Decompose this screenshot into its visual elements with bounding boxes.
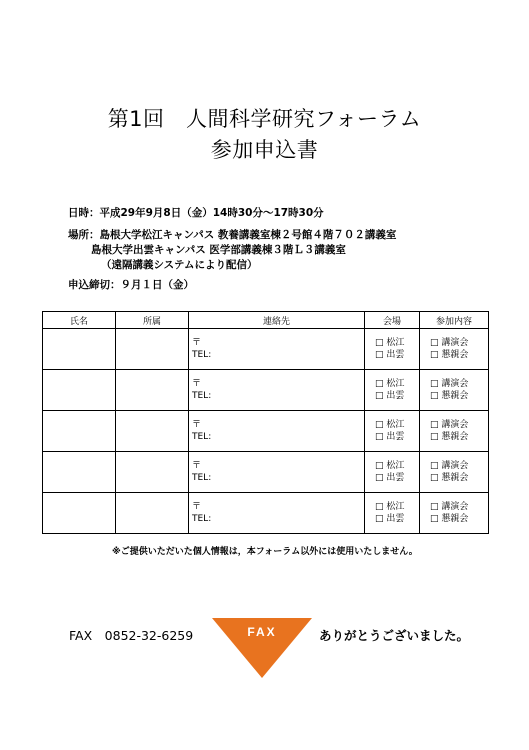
social-checkbox[interactable]: □ 懇親会 [430, 350, 469, 360]
lecture-checkbox[interactable]: □ 講演会 [430, 461, 469, 471]
form-title: 第1回 人間科学研究フォーラム [107, 107, 422, 131]
postal-label: 〒 [192, 461, 202, 471]
header-participation: 参加内容 [420, 312, 489, 329]
table-row [43, 452, 489, 493]
privacy-note: ※ご提供いただいた個人情報は，本フォーラム以外には使用いたしません。 [112, 547, 418, 557]
header-name: 氏名 [43, 312, 116, 329]
postal-label: 〒 [192, 420, 202, 430]
table-row [43, 411, 489, 452]
venue-matsue-checkbox[interactable]: □ 松江 [375, 379, 405, 389]
venue-izumo-checkbox[interactable]: □ 出雲 [375, 391, 405, 401]
fax-badge-label: FAX [247, 625, 277, 639]
name-cell[interactable] [43, 493, 116, 534]
venue-cell [365, 370, 420, 411]
table-row [43, 329, 489, 370]
affiliation-cell[interactable] [116, 493, 189, 534]
event-place-izumo: 島根大学出雲キャンパス 医学部講義棟３階Ｌ３講義室 [91, 244, 346, 256]
venue-matsue-checkbox[interactable]: □ 松江 [375, 338, 405, 348]
venue-izumo-checkbox[interactable]: □ 出雲 [375, 473, 405, 483]
venue-cell [365, 329, 420, 370]
affiliation-cell[interactable] [116, 452, 189, 493]
header-contact: 連絡先 [189, 312, 365, 329]
contact-cell[interactable] [189, 329, 365, 370]
venue-cell [365, 411, 420, 452]
lecture-checkbox[interactable]: □ 講演会 [430, 338, 469, 348]
form-subtitle: 参加申込書 [210, 138, 319, 162]
social-checkbox[interactable]: □ 懇親会 [430, 391, 469, 401]
name-cell[interactable] [43, 452, 116, 493]
venue-matsue-checkbox[interactable]: □ 松江 [375, 461, 405, 471]
venue-cell [365, 493, 420, 534]
contact-cell[interactable] [189, 411, 365, 452]
contact-cell[interactable] [189, 493, 365, 534]
fax-badge [212, 618, 312, 678]
application-deadline: 申込締切：９月１日（金） [68, 279, 194, 291]
name-cell[interactable] [43, 370, 116, 411]
participation-cell [420, 493, 489, 534]
affiliation-cell[interactable] [116, 329, 189, 370]
tel-label: TEL: [192, 514, 212, 524]
affiliation-cell[interactable] [116, 411, 189, 452]
social-checkbox[interactable]: □ 懇親会 [430, 432, 469, 442]
fax-number: FAX 0852-32-6259 [69, 628, 194, 643]
participation-cell [420, 411, 489, 452]
lecture-checkbox[interactable]: □ 講演会 [430, 502, 469, 512]
contact-cell[interactable] [189, 452, 365, 493]
tel-label: TEL: [192, 432, 212, 442]
header-venue: 会場 [365, 312, 420, 329]
event-date: 日時：平成29年9月8日（金）14時30分～17時30分 [68, 207, 324, 219]
participation-cell [420, 329, 489, 370]
tel-label: TEL: [192, 350, 212, 360]
postal-label: 〒 [192, 379, 202, 389]
venue-cell [365, 452, 420, 493]
participation-cell [420, 452, 489, 493]
application-table [42, 311, 489, 534]
venue-matsue-checkbox[interactable]: □ 松江 [375, 420, 405, 430]
name-cell[interactable] [43, 329, 116, 370]
thanks-message: ありがとうございました。 [319, 628, 470, 643]
postal-label: 〒 [192, 502, 202, 512]
venue-izumo-checkbox[interactable]: □ 出雲 [375, 432, 405, 442]
table-row [43, 493, 489, 534]
affiliation-cell[interactable] [116, 370, 189, 411]
table-row [43, 370, 489, 411]
tel-label: TEL: [192, 391, 212, 401]
event-place-matsue: 場所：島根大学松江キャンパス 教養講義室棟２号館４階７０２講義室 [68, 229, 397, 241]
header-affiliation: 所属 [116, 312, 189, 329]
venue-izumo-checkbox[interactable]: □ 出雲 [375, 350, 405, 360]
lecture-checkbox[interactable]: □ 講演会 [430, 379, 469, 389]
table-header-row [43, 312, 489, 329]
social-checkbox[interactable]: □ 懇親会 [430, 514, 469, 524]
social-checkbox[interactable]: □ 懇親会 [430, 473, 469, 483]
postal-label: 〒 [192, 338, 202, 348]
tel-label: TEL: [192, 473, 212, 483]
event-place-remote-note: （遠隔講義システムにより配信） [101, 259, 258, 271]
name-cell[interactable] [43, 411, 116, 452]
contact-cell[interactable] [189, 370, 365, 411]
venue-izumo-checkbox[interactable]: □ 出雲 [375, 514, 405, 524]
lecture-checkbox[interactable]: □ 講演会 [430, 420, 469, 430]
participation-cell [420, 370, 489, 411]
venue-matsue-checkbox[interactable]: □ 松江 [375, 502, 405, 512]
